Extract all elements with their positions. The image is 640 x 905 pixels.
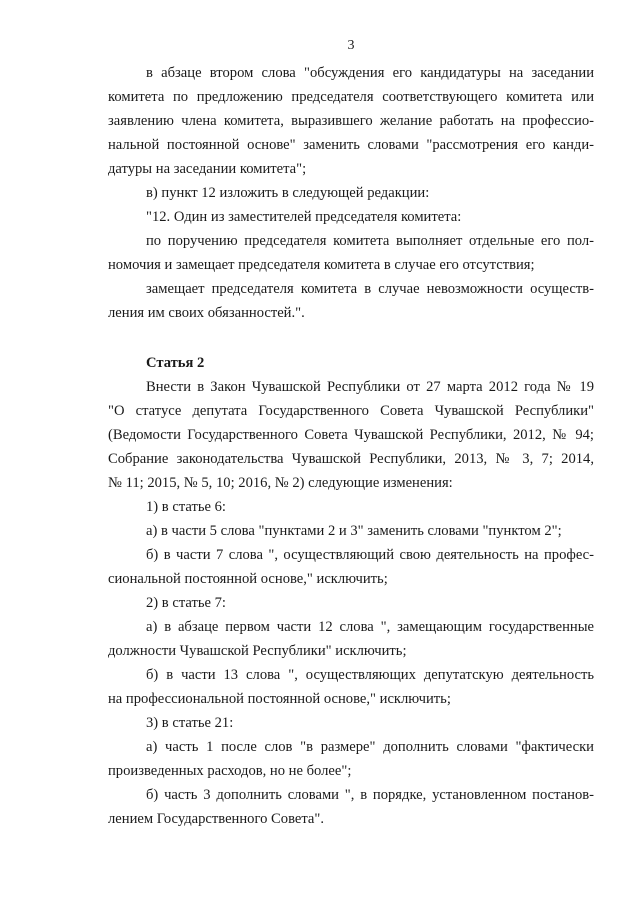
paragraph	[108, 205, 594, 229]
paragraph	[108, 277, 594, 325]
text-line: 2) в статье 7:	[146, 595, 226, 611]
text-line: Собрание законодательства Чувашской Республики, 2013, № 3, 7; 2014,	[108, 451, 594, 467]
paragraph	[108, 711, 594, 735]
paragraph	[108, 591, 594, 615]
paragraph	[108, 519, 594, 543]
paragraph	[108, 543, 594, 591]
text-line: датуры на заседании комитета";	[108, 161, 307, 177]
text-line: номочия и замещает председателя комитета в случае его отсутствия;	[108, 257, 535, 273]
text-line: 1) в статье 6:	[146, 499, 226, 515]
text-line: Внести в Закон Чувашской Республики от 27 марта 2012 года № 19	[146, 379, 594, 395]
paragraph	[108, 61, 594, 181]
text-line: б) в части 7 слова ", осуществляющий свою деятельность на профес-	[146, 547, 594, 563]
text-line: "О статусе депутата Государственного Совета Чувашской Республики"	[108, 403, 594, 419]
text-line: произведенных расходов, но не более";	[108, 763, 352, 779]
text-line: ления им своих обязанностей.".	[108, 305, 305, 321]
text-line: а) в абзаце первом части 12 слова ", замещающим государственные	[146, 619, 594, 635]
text-line: а) часть 1 после слов "в размере" дополнить словами "фактически	[146, 739, 594, 755]
paragraph	[108, 229, 594, 277]
text-line: (Ведомости Государственного Совета Чувашской Республики, 2012, № 94;	[108, 427, 594, 443]
page-number: 3	[347, 38, 355, 53]
text-line: сиональной постоянной основе," исключить;	[108, 571, 388, 587]
text-line: б) часть 3 дополнить словами ", в порядке, установленном постанов-	[146, 787, 594, 803]
document-body	[108, 61, 594, 831]
text-line: должности Чувашской Республики" исключить;	[108, 643, 407, 659]
paragraph	[108, 181, 594, 205]
text-line: лением Государственного Совета".	[108, 811, 324, 827]
paragraph	[108, 615, 594, 663]
paragraph	[108, 375, 594, 495]
paragraph	[108, 663, 594, 711]
text-line: на профессиональной постоянной основе," исключить;	[108, 691, 451, 707]
paragraph	[108, 735, 594, 783]
text-line: комитета по предложению председателя соответствующего комитета или	[108, 89, 594, 105]
text-line: № 11; 2015, № 5, 10; 2016, № 2) следующие изменения:	[108, 475, 453, 491]
text-line: а) в части 5 слова "пунктами 2 и 3" заменить словами "пунктом 2";	[146, 523, 562, 539]
text-line: "12. Один из заместителей председателя комитета:	[146, 209, 462, 225]
text-line: 3) в статье 21:	[146, 715, 234, 731]
text-line: замещает председателя комитета в случае невозможности осуществ-	[146, 281, 594, 297]
article-heading: Статья 2	[146, 355, 205, 371]
text-line: по поручению председателя комитета выполняет отдельные его пол-	[146, 233, 594, 249]
paragraph	[108, 495, 594, 519]
text-line: нальной постоянной основе" заменить словами "рассмотрения его канди-	[108, 137, 594, 153]
section-spacer	[108, 325, 594, 351]
paragraph	[108, 783, 594, 831]
text-line: в абзаце втором слова "обсуждения его кандидатуры на заседании	[146, 65, 594, 81]
text-line: в) пункт 12 изложить в следующей редакции:	[146, 185, 430, 201]
text-line: заявлению члена комитета, выразившего желание работать на профессио-	[108, 113, 594, 129]
text-line: б) в части 13 слова ", осуществляющих депутатскую деятельность	[146, 667, 594, 683]
